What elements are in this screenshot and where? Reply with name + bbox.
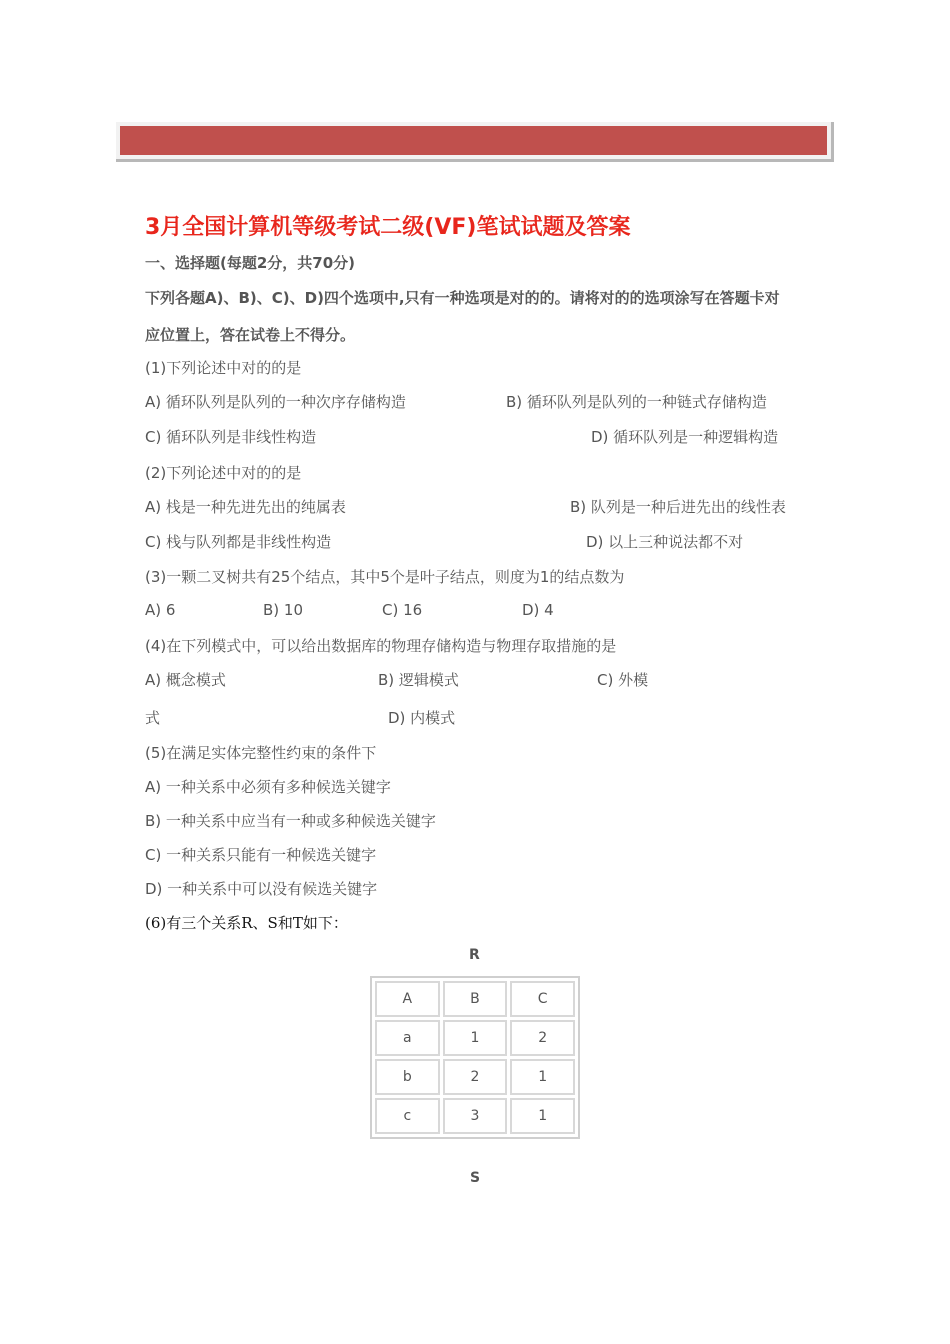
table-cell: a bbox=[375, 1020, 440, 1056]
question-3-stem: (3)一颗二叉树共有25个结点，其中5个是叶子结点，则度为1的结点数为 bbox=[145, 568, 625, 586]
question-4-option-a: A) 概念模式 bbox=[145, 671, 226, 689]
question-3-option-d: D) 4 bbox=[522, 601, 554, 619]
question-2-option-a: A) 栈是一种先进先出的纯属表 bbox=[145, 498, 346, 516]
question-3-option-a: A) 6 bbox=[145, 601, 176, 619]
header-banner bbox=[116, 122, 834, 162]
question-5-option-c: C) 一种关系只能有一种候选关键字 bbox=[145, 846, 377, 864]
table-cell: B bbox=[443, 981, 508, 1017]
relation-r-table bbox=[370, 976, 580, 1139]
question-3-option-b: B) 10 bbox=[263, 601, 303, 619]
table-cell: c bbox=[375, 1098, 440, 1134]
section-heading: 一、选择题(每题2分，共70分) bbox=[145, 254, 356, 272]
question-2-option-b: B) 队列是一种后进先出的线性表 bbox=[570, 498, 786, 516]
table-header-row bbox=[375, 981, 575, 1017]
table-cell: 1 bbox=[443, 1020, 508, 1056]
question-4-option-c-continued: 式 bbox=[145, 709, 161, 727]
table-cell: b bbox=[375, 1059, 440, 1095]
table-cell: 3 bbox=[443, 1098, 508, 1134]
table-s-caption: S bbox=[470, 1170, 481, 1186]
table-r-caption: R bbox=[469, 947, 480, 963]
table-cell: 2 bbox=[510, 1020, 575, 1056]
question-5-stem: (5)在满足实体完整性约束的条件下 bbox=[145, 744, 377, 762]
question-4-stem: (4)在下列模式中，可以给出数据库的物理存储构造与物理存取措施的是 bbox=[145, 637, 617, 655]
question-2-option-d: D) 以上三种说法都不对 bbox=[586, 533, 744, 551]
question-4-option-b: B) 逻辑模式 bbox=[378, 671, 459, 689]
question-2-option-c: C) 栈与队列都是非线性构造 bbox=[145, 533, 332, 551]
page-title: 3月全国计算机等级考试二级(VF)笔试试题及答案 bbox=[145, 215, 631, 240]
question-1-option-a: A) 循环队列是队列的一种次序存储构造 bbox=[145, 393, 406, 411]
table-cell: 1 bbox=[510, 1059, 575, 1095]
question-5-option-d: D) 一种关系中可以没有候选关键字 bbox=[145, 880, 378, 898]
instructions-line-1: 下列各题A)、B)、C)、D)四个选项中,只有一种选项是对的的。请将对的的选项涂写在答题卡对 bbox=[145, 289, 780, 307]
question-3-option-c: C) 16 bbox=[382, 601, 423, 619]
table-cell: C bbox=[510, 981, 575, 1017]
instructions-line-2: 应位置上，答在试卷上不得分。 bbox=[145, 326, 356, 344]
question-4-option-c: C) 外模 bbox=[597, 671, 649, 689]
question-1-option-b: B) 循环队列是队列的一种链式存储构造 bbox=[506, 393, 767, 411]
header-banner-fill bbox=[120, 126, 827, 155]
question-1-option-d: D) 循环队列是一种逻辑构造 bbox=[591, 428, 779, 446]
table-cell: A bbox=[375, 981, 440, 1017]
question-1-stem: (1)下列论述中对的的是 bbox=[145, 359, 302, 377]
table-row bbox=[375, 1059, 575, 1095]
question-4-option-d: D) 内模式 bbox=[388, 709, 456, 727]
table-row bbox=[375, 1020, 575, 1056]
question-5-option-b: B) 一种关系中应当有一种或多种候选关键字 bbox=[145, 812, 436, 830]
table-cell: 1 bbox=[510, 1098, 575, 1134]
table-row bbox=[375, 1098, 575, 1134]
question-6-stem: (6)有三个关系R、S和T如下： bbox=[145, 914, 348, 932]
question-1-option-c: C) 循环队列是非线性构造 bbox=[145, 428, 317, 446]
question-2-stem: (2)下列论述中对的的是 bbox=[145, 464, 302, 482]
table-cell: 2 bbox=[443, 1059, 508, 1095]
question-5-option-a: A) 一种关系中必须有多种候选关键字 bbox=[145, 778, 391, 796]
